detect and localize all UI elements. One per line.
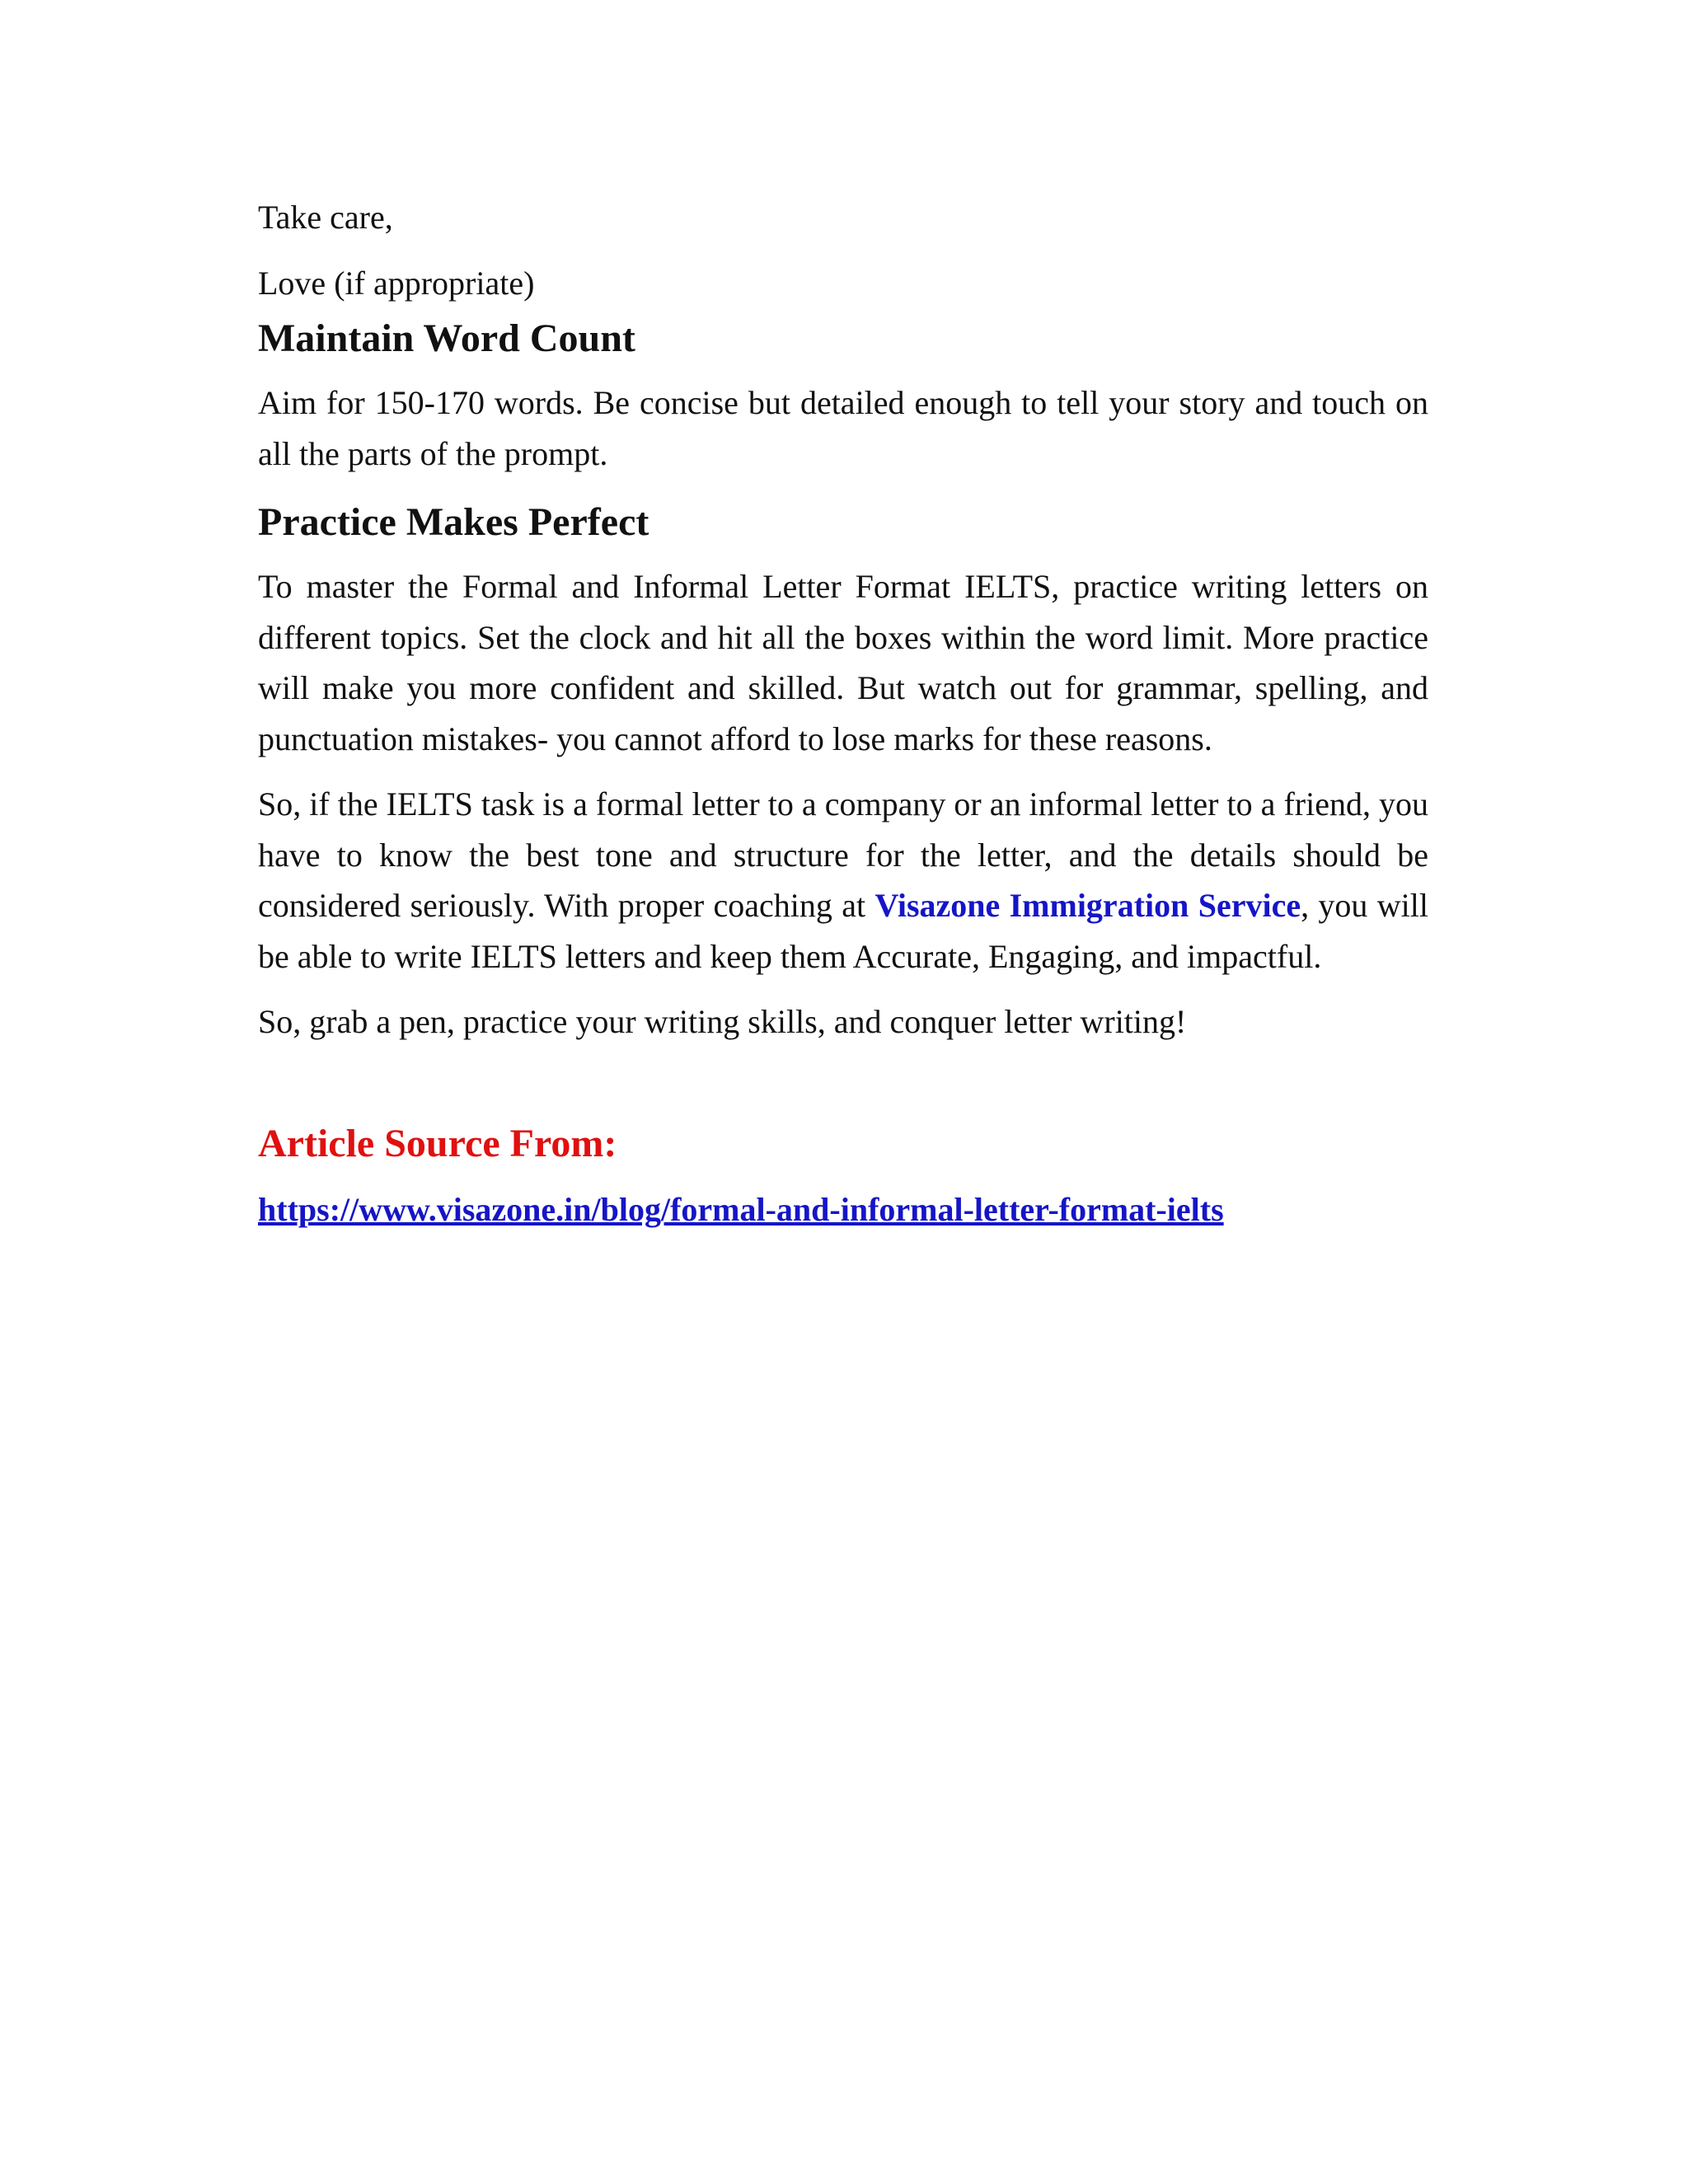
paragraph-word-count: Aim for 150-170 words. Be concise but detailed enough to tell your story and touch on all the parts of the prompt. [258, 384, 1428, 472]
brand-name-visazone: Visazone Immigration Service [874, 887, 1301, 924]
article-source-heading: Article Source From: [258, 1121, 617, 1165]
paragraph-conclusion: So, grab a pen, practice your writing skills, and conquer letter writing! [258, 1003, 1187, 1040]
coaching-text-before: So, if the IELTS task is a formal letter to a company or an informal letter to a friend, you have to know the best tone and structure for the letter, and the details should be considered seriously. With proper coaching at [258, 785, 1428, 924]
closing-line-love: Love (if appropriate) [258, 265, 535, 302]
paragraph-practice: To master the Formal and Informal Letter Format IELTS, practice writing letters on different topics. Set the clock and hit all the boxes within the word limit. More practice will make you more confident and skilled. But watch out for grammar, spelling, and punctuation mistakes- you cannot afford to lose marks for these reasons. [258, 568, 1428, 757]
article-source-link[interactable]: https://www.visazone.in/blog/formal-and-informal-letter-format-ielts [258, 1190, 1224, 1228]
heading-maintain-word-count: Maintain Word Count [258, 316, 635, 360]
heading-practice-makes-perfect: Practice Makes Perfect [258, 500, 649, 544]
closing-line-take-care: Take care, [258, 199, 393, 236]
document-page [258, 192, 1428, 1235]
coaching-text-after: , you will be able to write IELTS letters and keep them Accurate, Engaging, and impactful. [258, 887, 1429, 975]
paragraph-coaching [258, 779, 1428, 982]
